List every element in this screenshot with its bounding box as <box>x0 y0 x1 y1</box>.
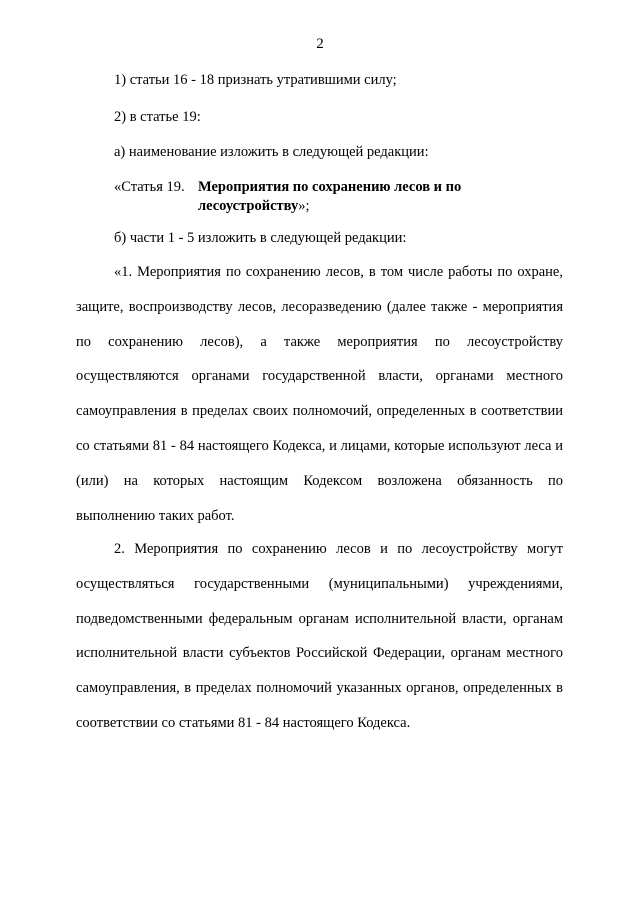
article-title-suffix: »; <box>298 198 310 214</box>
page-number: 2 <box>316 36 324 52</box>
paragraph-1: «1. Мероприятия по сохранению лесов, в том числе работы по охране, защите, воспроизводству лесов, лесоразведению (далее также - мероприятия по сохранению лесов), а также мероприятия по лесоустройству осуществляются органами государственной власти, органами местного самоуправления в пределах своих полномочий, определенных в соответствии со статьями 81 - 84 настоящего Кодекса, и лицами, которые используют леса и (или) на которых настоящим Кодексом возложена обязанность по выполнению таких работ. <box>76 264 563 524</box>
article-heading <box>114 178 498 216</box>
item-2b: б) части 1 - 5 изложить в следующей редакции: <box>114 230 407 246</box>
article-label: «Статья 19. <box>114 179 185 195</box>
item-2a: а) наименование изложить в следующей редакции: <box>114 144 429 160</box>
article-title <box>198 178 498 216</box>
article-title-text: Мероприятия по сохранению лесов и по лесоустройству <box>198 179 462 214</box>
paragraph-2: 2. Мероприятия по сохранению лесов и по лесоустройству могут осуществляться государственными (муниципальными) учреждениями, подведомственными федеральным органам исполнительной власти, органам исполнительной власти субъектов Российской Федерации, органам местного самоуправления, в пределах полномочий указанных органов, определенных в соответствии со статьями 81 - 84 настоящего Кодекса. <box>76 541 563 731</box>
item-2: 2) в статье 19: <box>114 109 201 125</box>
item-1: 1) статьи 16 - 18 признать утратившими силу; <box>114 72 397 88</box>
